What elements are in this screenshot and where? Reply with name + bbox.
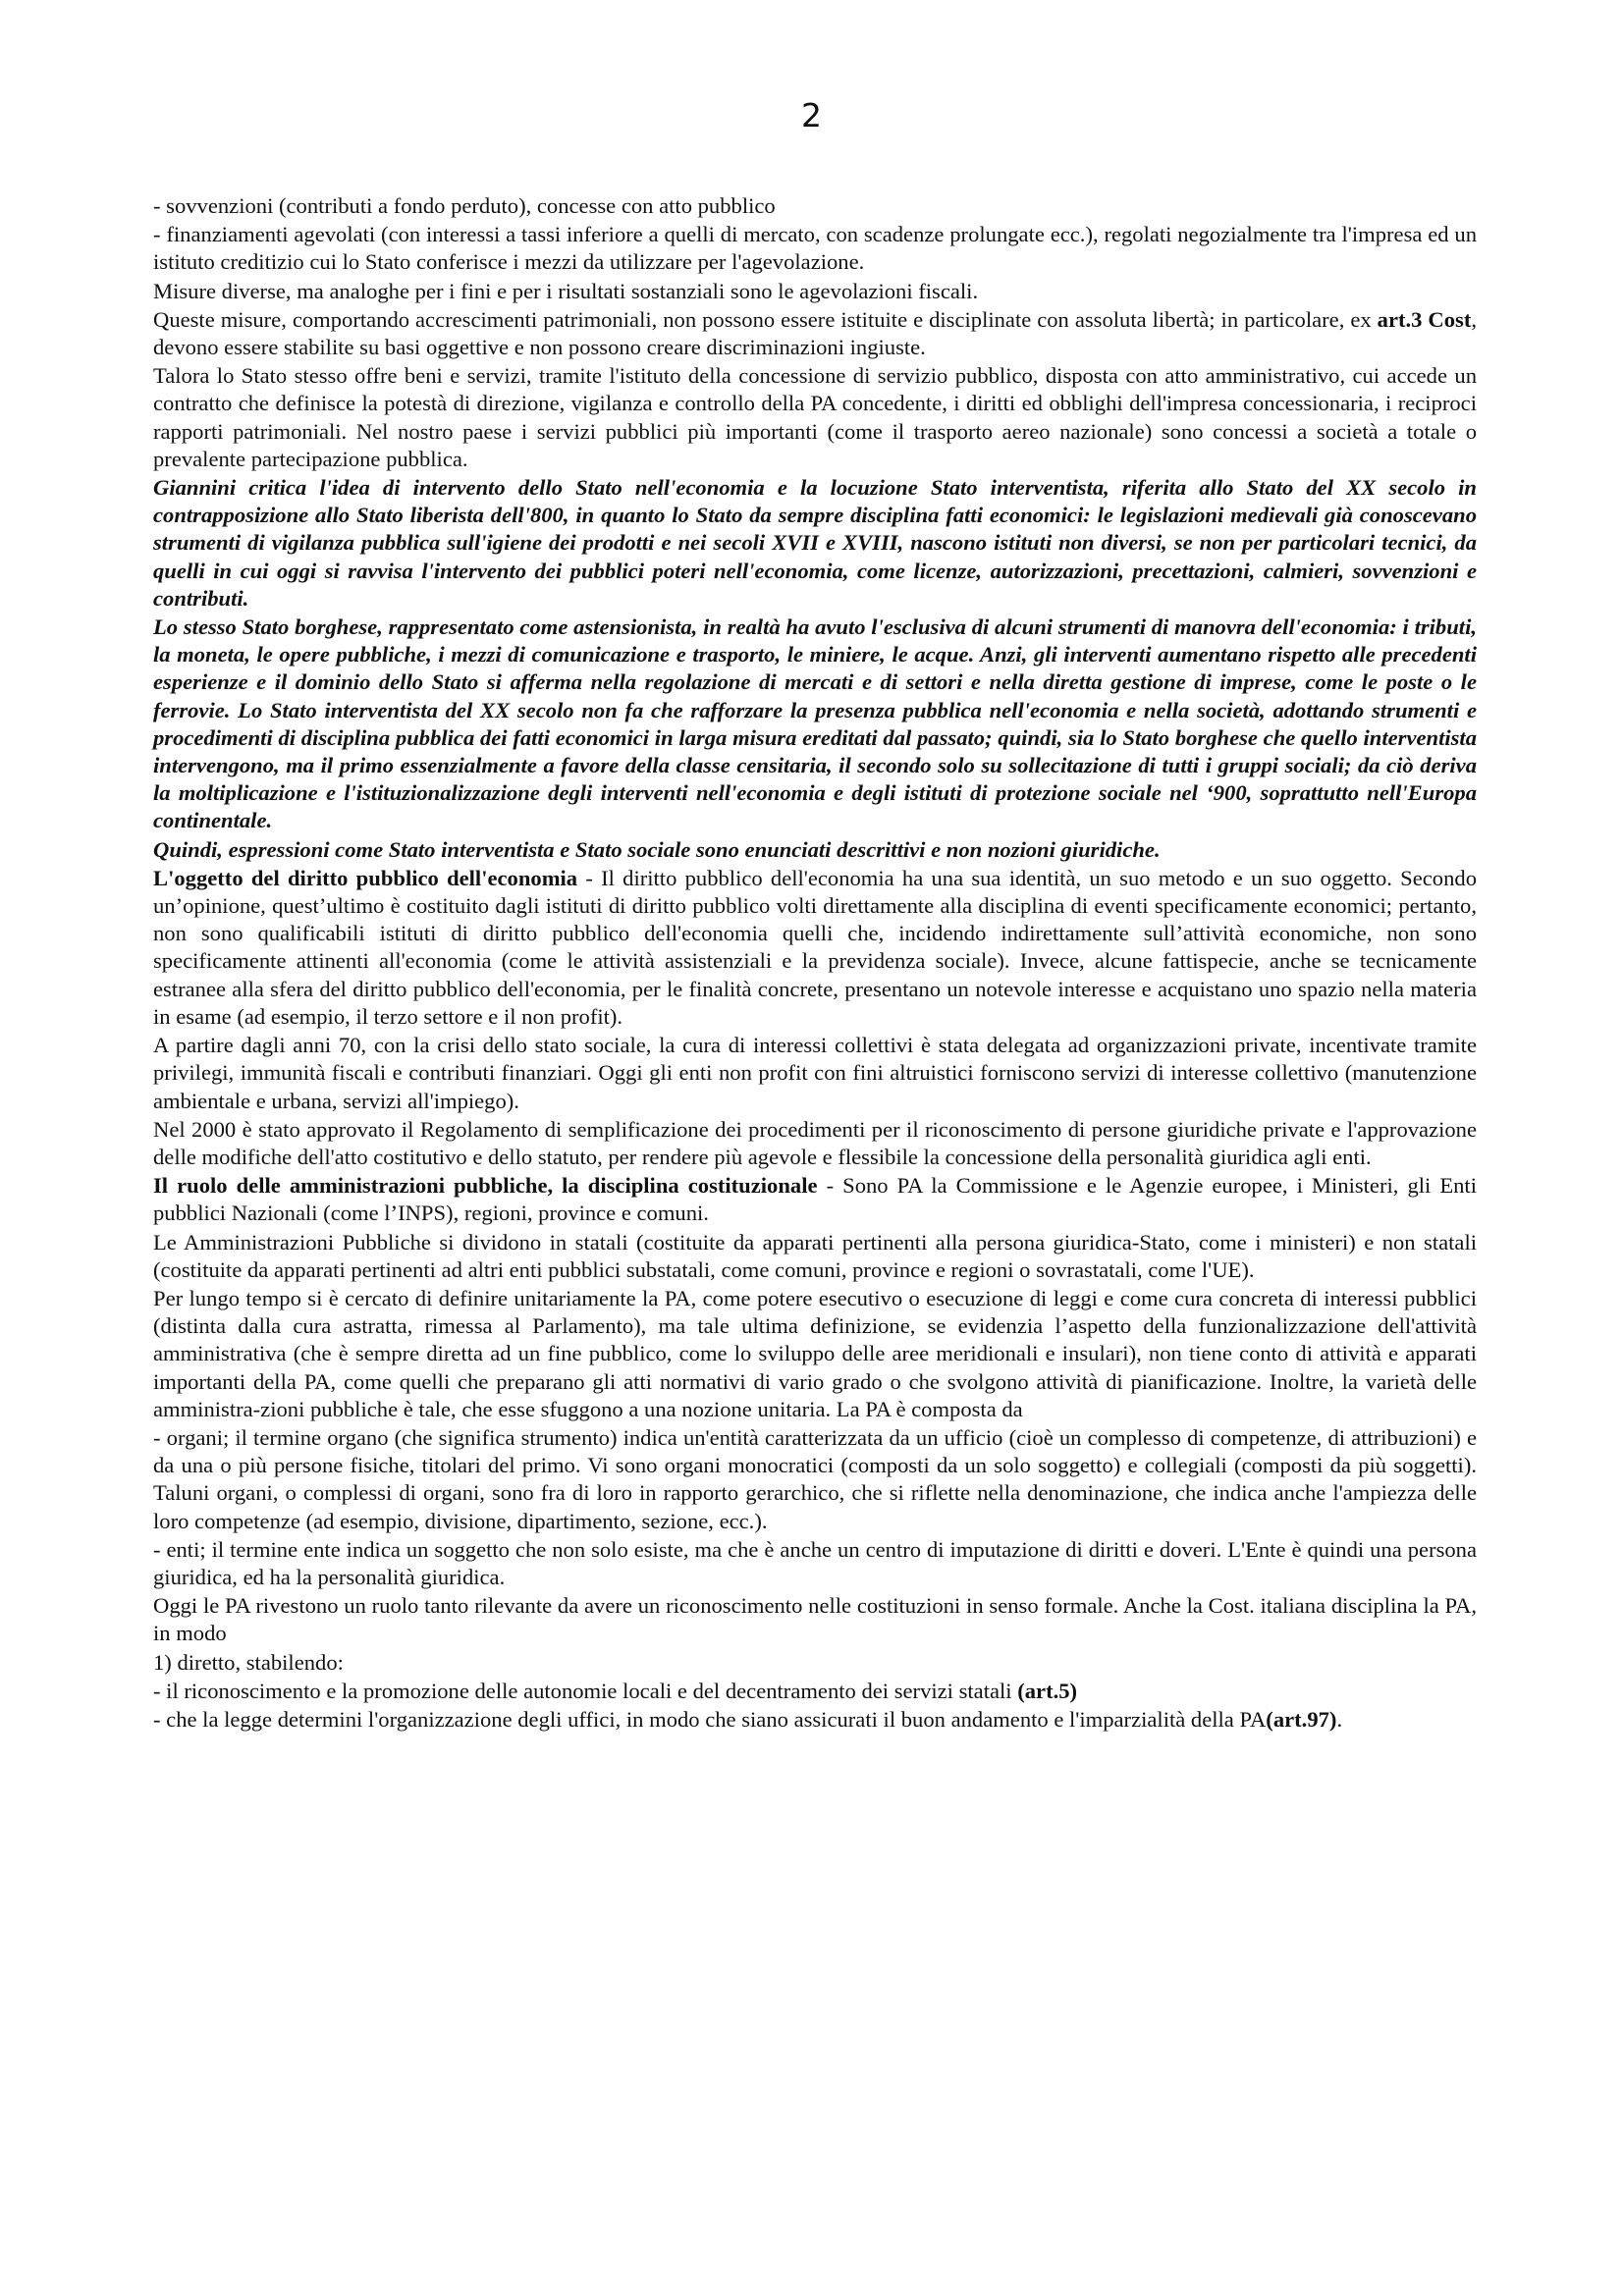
text-run: Queste misure, comportando accrescimenti patrimoniali, non possono essere istituite e disciplinate con assoluta libertà; in particolare, ex (153, 306, 1378, 332)
paragraph (153, 1536, 1477, 1591)
text-run: - finanziamenti agevolati (con interessi a tassi inferiore a quelli di mercato, con scadenze prolungate ecc.), regolati negozialmente tra l'impresa ed un istituto creditizio cui lo Stato conferisce i mezzi da utilizzare per l'agevolazione. (153, 222, 1477, 275)
text-run: Le Amministrazioni Pubbliche si dividono in statali (costituite da apparati pertinenti alla persona giuridica-Stato, come i ministeri) e non statali (costituite da apparati pertinenti ad altri enti pubblici substatali, come comuni, province e regioni o sovrastatali, come l'UE). (153, 1229, 1477, 1282)
bold-text: art.3 Cost (1377, 306, 1472, 332)
paragraph (153, 362, 1477, 473)
text-run: - sovvenzioni (contributi a fondo perduto), concesse con atto pubblico (153, 193, 776, 218)
text-run: - organi; il termine organo (che significa strumento) indica un'entità caratterizzata da un ufficio (cioè un complesso di competenze, di attribuzioni) e da una o più persone fisiche, titolari del primo. Vi sono organi monocratici (composti da un solo soggetto) e collegiali (composti da più soggetti). Taluni organi, o complessi di organi, sono fra di loro in rapporto gerarchico, che si riflette nella denominazione, che indica anche l'ampiezza delle loro competenze (ad esempio, divisione, dipartimento, sezione, ecc.). (153, 1424, 1477, 1533)
paragraph (153, 278, 1477, 305)
paragraph (153, 1706, 1477, 1734)
text-run: - che la legge determini l'organizzazione degli uffici, in modo che siano assicurati il buon andamento e l'imparzialità della PA (153, 1706, 1267, 1732)
text-run: 1) diretto, stabilendo: (153, 1649, 344, 1675)
paragraph (153, 1229, 1477, 1284)
page-number: 2 (801, 96, 822, 134)
bold-text: (art.5) (1017, 1678, 1078, 1703)
text-run: Quindi, espressioni come Stato interventista e Stato sociale sono enunciati descrittivi e non nozioni giuridiche. (153, 836, 1161, 862)
paragraph (153, 1032, 1477, 1115)
text-run: A partire dagli anni 70, con la crisi dello stato sociale, la cura di interessi collettivi è stata delegata ad organizzazioni private, incentivate tramite privilegi, immunità fiscali e contributi finanziari. Oggi gli enti non profit con fini altruistici forniscono servizi di interesse collettivo (manutenzione ambientale e urbana, servizi all'impiego). (153, 1033, 1477, 1113)
bold-text: Il ruolo delle amministrazioni pubbliche, la disciplina costituzionale (153, 1173, 818, 1199)
paragraph (153, 1424, 1477, 1535)
bold-text: (art.97) (1266, 1706, 1337, 1732)
paragraph (153, 192, 1477, 220)
document-body (153, 192, 1477, 1735)
text-run: Talora lo Stato stesso offre beni e servizi, tramite l'istituto della concessione di servizio pubblico, disposta con atto amministrativo, cui accede un contratto che definisce la potestà di direzione, vigilanza e controllo della PA concedente, i diritti ed obblighi dell'impresa concessionaria, i reciproci rapporti patrimoniali. Nel nostro paese i servizi pubblici più importanti (come il trasporto aereo nazionale) sono concessi a società a totale o prevalente partecipazione pubblica. (153, 363, 1477, 471)
paragraph (153, 221, 1477, 276)
paragraph (153, 865, 1477, 1031)
text-run: . (1336, 1706, 1343, 1732)
paragraph (153, 1649, 1477, 1677)
text-run: - Sono PA la Commissione e le Agenzie europee, i Ministeri, gli Enti pubblici Nazionali (come l’INPS), regioni, province e comuni. (153, 1173, 1477, 1226)
text-run: - il riconoscimento e la promozione delle autonomie locali e del decentramento dei servizi statali (153, 1678, 1018, 1703)
text-run: , devono essere stabilite su basi oggettive e non possono creare discriminazioni ingiuste. (153, 306, 1477, 360)
paragraph (153, 1116, 1477, 1171)
text-run: Lo stesso Stato borghese, rappresentato come astensionista, in realtà ha avuto l'esclusiva di alcuni strumenti di manovra dell'economia: i tributi, la moneta, le opere pubbliche, i mezzi di comunicazione e trasporto, le miniere, le acque. Anzi, gli interventi aumentano rispetto alle precedenti esperienze e il dominio dello Stato si afferma nella regolazione di mercati e di settori e nella diretta gestione di imprese, come le poste o le ferrovie. Lo Stato interventista del XX secolo non fa che rafforzare la presenza pubblica nell'economia e nella società, adottando strumenti e procedimenti di disciplina pubblica dei fatti economici in larga misura ereditati dal passato; quindi, sia lo Stato borghese che quello interventista intervengono, ma il primo essenzialmente a favore della classe censitaria, il secondo solo su sollecitazione di tutti i gruppi sociali; da ciò deriva la moltiplicazione e l'istituzionalizzazione degli interventi nell'economia e degli istituti di protezione sociale nel ‘900, soprattutto nell'Europa continentale. (153, 614, 1477, 833)
paragraph (153, 836, 1477, 864)
paragraph (153, 1285, 1477, 1423)
text-run: Misure diverse, ma analoghe per i fini e per i risultati sostanziali sono le agevolazioni fiscali. (153, 278, 979, 303)
text-run: - enti; il termine ente indica un soggetto che non solo esiste, ma che è anche un centro di imputazione di diritti e doveri. L'Ente è quindi una persona giuridica, ed ha la personalità giuridica. (153, 1536, 1477, 1589)
bold-text: L'oggetto del diritto pubblico dell'economia (153, 865, 578, 890)
text-run: Oggi le PA rivestono un ruolo tanto rilevante da avere un riconoscimento nelle costituzioni in senso formale. Anche la Cost. italiana disciplina la PA, in modo (153, 1593, 1477, 1646)
paragraph (153, 614, 1477, 835)
text-run: Nel 2000 è stato approvato il Regolamento di semplificazione dei procedimenti per il riconoscimento di persone giuridiche private e l'approvazione delle modifiche dell'atto costitutivo e dello statuto, per rendere più agevole e flessibile la concessione della personalità giuridica agli enti. (153, 1116, 1477, 1169)
text-run: - Il diritto pubblico dell'economia ha una sua identità, un suo metodo e un suo oggetto. Secondo un’opinione, quest’ultimo è costituito dagli istituti di diritto pubblico volti direttamente alla disciplina di eventi specificamente economici; pertanto, non sono qualificabili istituti di diritto pubblico dell'economia quelli che, incidendo indirettamente sull’attività economiche, non sono specificamente attinenti all'economia (come le attività assistenziali e la previdenza sociale). Invece, alcune fattispecie, anche se tecnicamente estranee alla sfera del diritto pubblico dell'economia, per le finalità concrete, presentano un notevole interesse e acquistano uno spazio nella materia in esame (ad esempio, il terzo settore e il non profit). (153, 865, 1477, 1029)
text-run: Per lungo tempo si è cercato di definire unitariamente la PA, come potere esecutivo o esecuzione di leggi e come cura concreta di interessi pubblici (distinta dalla cura astratta, rimessa al Parlamento), ma tale ultima definizione, se evidenzia l’aspetto della funzionalizzazione dell'attività amministrativa (che è sempre diretta ad un fine pubblico, come lo sviluppo delle aree meridionali e insulari), non tiene conto di attività e apparati importanti della PA, come quelli che preparano gli atti normativi di vario grado o che svolgono attività di pianificazione. Inoltre, la varietà delle amministra-zioni pubbliche è tale, che esse sfuggono a una nozione unitaria. La PA è composta da (153, 1285, 1477, 1421)
text-run: Giannini critica l'idea di intervento dello Stato nell'economia e la locuzione Stato interventista, riferita allo Stato del XX secolo in contrapposizione allo Stato liberista dell'800, in quanto lo Stato da sempre disciplina fatti economici: le legislazioni medievali già conoscevano strumenti di vigilanza pubblica sull'igiene dei prodotti e nei secoli XVII e XVIII, nascono istituti non diversi, se non per particolari tecnici, da quelli in cui oggi si ravvisa l'intervento dei pubblici poteri nell'economia, come licenze, autorizzazioni, precettazioni, calmieri, sovvenzioni e contributi. (153, 475, 1477, 611)
paragraph (153, 1172, 1477, 1227)
paragraph (153, 306, 1477, 361)
paragraph (153, 1592, 1477, 1647)
paragraph (153, 1678, 1477, 1705)
paragraph (153, 474, 1477, 613)
